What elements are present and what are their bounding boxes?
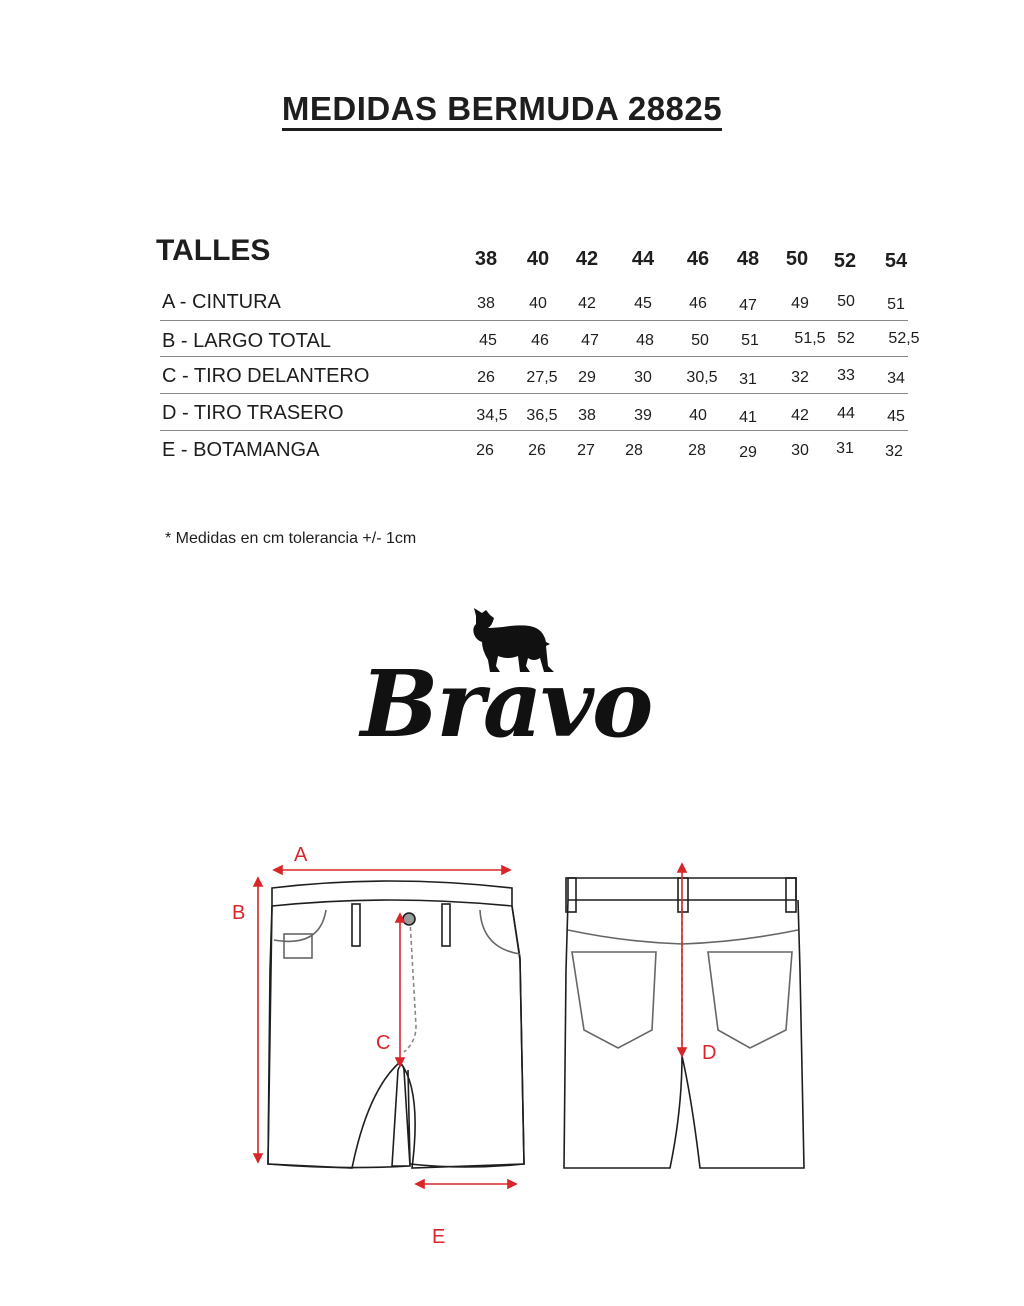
table-cell: 49 xyxy=(791,295,809,312)
table-cell: 30 xyxy=(791,442,809,459)
page-title-text: MEDIDAS BERMUDA 28825 xyxy=(282,90,722,131)
table-cell: 31 xyxy=(836,440,854,457)
table-cell: 40 xyxy=(689,407,707,424)
table-cell: 42 xyxy=(791,407,809,424)
bermuda-diagram xyxy=(220,830,840,1250)
fly-stitch xyxy=(404,920,416,1052)
table-cell: 45 xyxy=(887,408,905,425)
table-cell: 47 xyxy=(581,332,599,349)
brand-wordmark: Bravo xyxy=(360,650,652,758)
size-header-50: 50 xyxy=(785,248,809,270)
front-waistband xyxy=(272,881,512,906)
table-cell: 45 xyxy=(479,332,497,349)
table-cell: 30,5 xyxy=(686,369,718,386)
table-cell: 52 xyxy=(837,330,855,347)
table-cell: 50 xyxy=(837,293,855,310)
size-header-38: 38 xyxy=(474,248,498,270)
table-cell: 34,5 xyxy=(476,407,508,424)
table-cell: 52,5 xyxy=(888,330,920,347)
table-cell: 40 xyxy=(529,295,547,312)
table-cell: 32 xyxy=(885,443,903,460)
table-cell: 29 xyxy=(578,369,596,386)
belt-loop xyxy=(786,878,796,912)
row-label-largo-total: B - LARGO TOTAL xyxy=(162,330,331,352)
table-cell: 26 xyxy=(528,442,546,459)
table-cell: 48 xyxy=(636,332,654,349)
table-cell: 46 xyxy=(689,295,707,312)
back-pocket-right xyxy=(708,952,792,1048)
measure-c-label: C xyxy=(376,1032,391,1054)
front-outline xyxy=(268,906,524,1168)
front-pocket-line xyxy=(274,910,520,954)
front-view xyxy=(268,881,524,1168)
row-label-tiro-delantero: C - TIRO DELANTERO xyxy=(162,365,370,387)
belt-loop xyxy=(442,904,450,946)
table-cell: 46 xyxy=(531,332,549,349)
measure-d-label: D xyxy=(702,1042,717,1064)
size-header-54: 54 xyxy=(884,250,908,272)
table-cell: 27 xyxy=(577,442,595,459)
table-cell: 27,5 xyxy=(526,369,558,386)
back-body xyxy=(564,900,804,1168)
table-cell: 33 xyxy=(837,367,855,384)
row-divider xyxy=(160,393,908,394)
row-label-cintura: A - CINTURA xyxy=(162,291,281,313)
table-cell: 30 xyxy=(634,369,652,386)
measure-b-label: B xyxy=(232,902,246,924)
table-cell: 41 xyxy=(739,409,757,426)
size-header-46: 46 xyxy=(686,248,710,270)
row-label-tiro-trasero: D - TIRO TRASERO xyxy=(162,402,344,424)
size-header-44: 44 xyxy=(631,248,655,270)
measure-a-label: A xyxy=(294,844,308,866)
row-divider xyxy=(160,320,908,321)
measure-e-label: E xyxy=(432,1226,446,1248)
size-table xyxy=(156,230,926,470)
table-cell: 38 xyxy=(578,407,596,424)
table-cell: 51 xyxy=(887,296,905,313)
table-cell: 51,5 xyxy=(794,330,826,347)
size-header-42: 42 xyxy=(575,248,599,270)
back-pocket-left xyxy=(572,952,656,1048)
table-cell: 38 xyxy=(477,295,495,312)
size-header-48: 48 xyxy=(736,248,760,270)
table-cell: 29 xyxy=(739,444,757,461)
measure-lines xyxy=(254,864,686,1188)
table-cell: 47 xyxy=(739,297,757,314)
tolerance-note: * Medidas en cm tolerancia +/- 1cm xyxy=(165,530,417,547)
table-cell: 32 xyxy=(791,369,809,386)
table-cell: 26 xyxy=(477,369,495,386)
table-cell: 28 xyxy=(625,442,643,459)
table-cell: 31 xyxy=(739,371,757,388)
table-cell: 26 xyxy=(476,442,494,459)
row-divider xyxy=(160,356,908,357)
table-cell: 34 xyxy=(887,370,905,387)
table-cell: 28 xyxy=(688,442,706,459)
sizes-heading: TALLES xyxy=(156,234,271,267)
row-divider xyxy=(160,430,908,431)
table-cell: 44 xyxy=(837,405,855,422)
front-body xyxy=(268,906,524,1168)
back-view xyxy=(564,878,804,1168)
back-yoke xyxy=(568,930,798,944)
table-cell: 42 xyxy=(578,295,596,312)
table-cell: 50 xyxy=(691,332,709,349)
table-cell: 45 xyxy=(634,295,652,312)
belt-loop xyxy=(352,904,360,946)
row-label-botamanga: E - BOTAMANGA xyxy=(162,439,320,461)
size-header-52: 52 xyxy=(833,250,857,272)
belt-loop xyxy=(678,878,688,912)
table-cell: 51 xyxy=(741,332,759,349)
size-header-40: 40 xyxy=(526,248,550,270)
waist-button xyxy=(403,913,415,925)
table-cell: 39 xyxy=(634,407,652,424)
page-title xyxy=(0,90,1004,128)
table-cell: 36,5 xyxy=(526,407,558,424)
